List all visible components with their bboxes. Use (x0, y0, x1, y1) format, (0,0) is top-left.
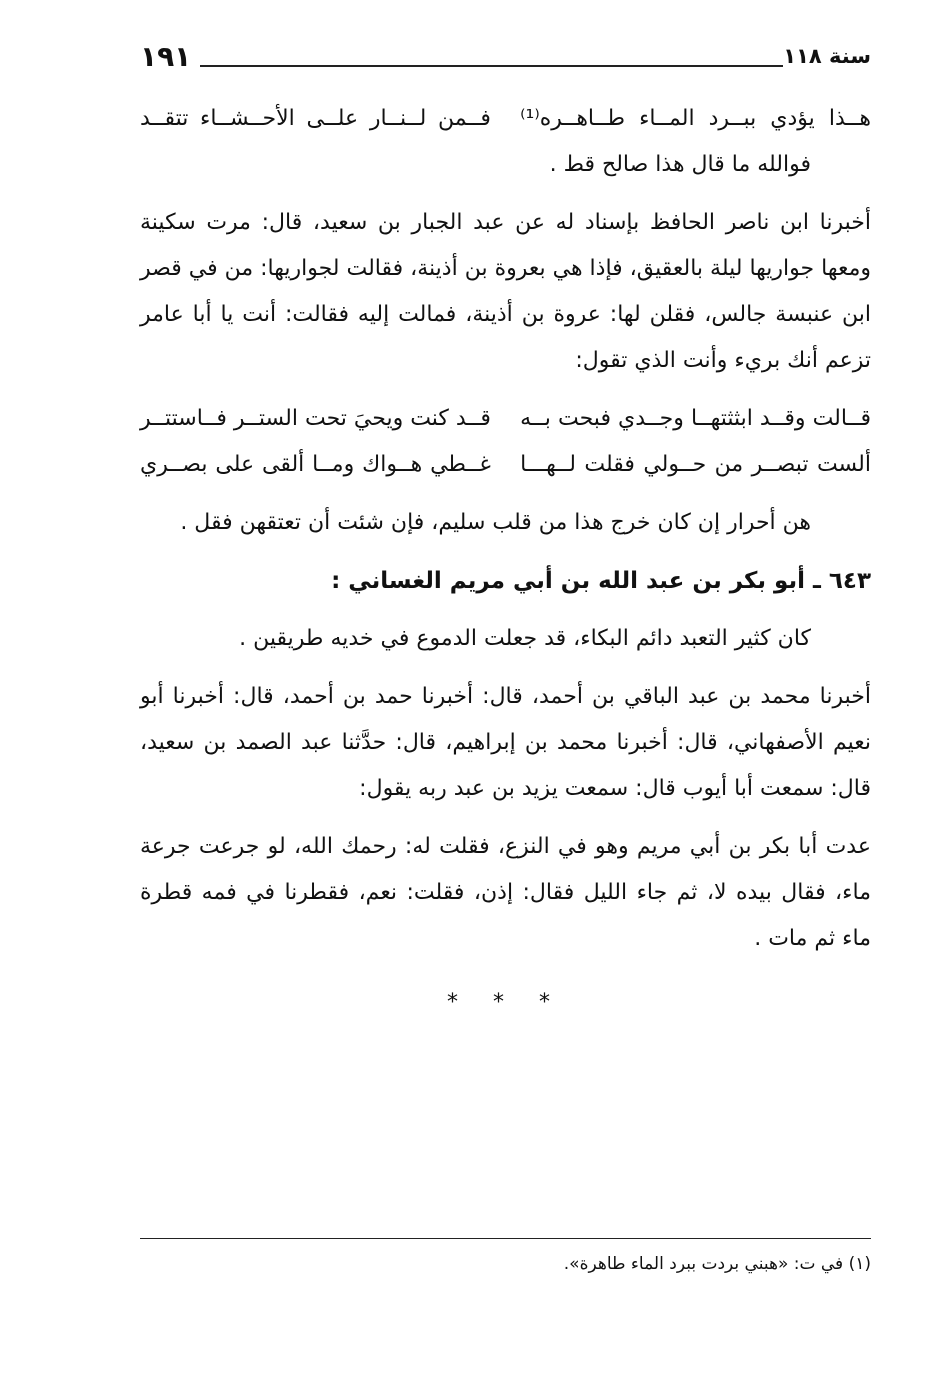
verse-hemistich-right: ألست تبصــر من حــولي فقلت لــهـــا (520, 452, 871, 477)
verse-line (140, 396, 871, 442)
footnote-rule (140, 1238, 871, 1239)
paragraph: عدت أبا بكر بن أبي مريم وهو في النزع، فقلت له: رحمك الله، لو جرعت جرعة ماء، فقال بيده لا، ثم جاء الليل فقال: إذن، فقلت: نعم، فقطرنا في فمه قطرة ماء ثم مات . (140, 834, 871, 951)
page-header (140, 40, 871, 80)
paragraph: هن أحرار إن كان خرج هذا من قلب سليم، فإن شئت أن تعتقهن فقل . (180, 510, 811, 535)
entry-heading: ٦٤٣ ـ أبو بكر بن عبد الله بن أبي مريم الغساني : (331, 568, 871, 594)
paragraph: أخبرنا ابن ناصر الحافظ بإسناد له عن عبد الجبار بن سعيد، قال: مرت سكينة ومعها جواريها ليلة بالعقيق، فإذا هي بعروة بن أذينة، فقالت لجواريها: من في قصر ابن عنبسة جالس، فقلن لها: عروة بن أذينة، فمالت إليه فقالت: أنت يا أبا عامر تزعم أنك بريء وأنت الذي تقول: (140, 210, 871, 373)
verse-hemistich-left: فــمن لــنــار علــى الأحــشــاء تتقــد (140, 106, 491, 131)
paragraph: أخبرنا محمد بن عبد الباقي بن أحمد، قال: أخبرنا حمد بن أحمد، قال: أخبرنا أبو نعيم الأصفهاني، قال: أخبرنا محمد بن إبراهيم، قال: حدَّثنا عبد الصمد بن سعيد، قال: سمعت أبا أيوب قال: سمعت يزيد بن عبد ربه يقول: (140, 684, 871, 801)
footnote: (١) في ت: «هبني بردت ببرد الماء طاهرة». (563, 1254, 871, 1274)
section-separator-stars: * * * (447, 990, 564, 1015)
running-head-year: سنة ١١٨ (783, 44, 871, 68)
page-number: ١٩١ (140, 40, 192, 73)
verse-hemistich-right: هــذا يؤدي ببــرد المــاء طــاهــره⁽¹⁾ (520, 106, 871, 131)
verse-line (140, 96, 871, 142)
verse-line (140, 442, 871, 488)
paragraph: كان كثير التعبد دائم البكاء، قد جعلت الدموع في خديه طريقين . (239, 626, 811, 651)
header-rule (200, 65, 783, 67)
verse-hemistich-left: قــد كنت ويحيَ تحت الستــر فــاستتــر (140, 406, 491, 431)
verse-hemistich-left: غــطي هــواك ومــا ألقى على بصــري (140, 452, 491, 477)
page-body (140, 96, 871, 1026)
verse-hemistich-right: قــالت وقــد ابثثتهــا وجــدي فبحت بــه (520, 406, 871, 431)
paragraph: فوالله ما قال هذا صالح قط . (549, 152, 811, 177)
